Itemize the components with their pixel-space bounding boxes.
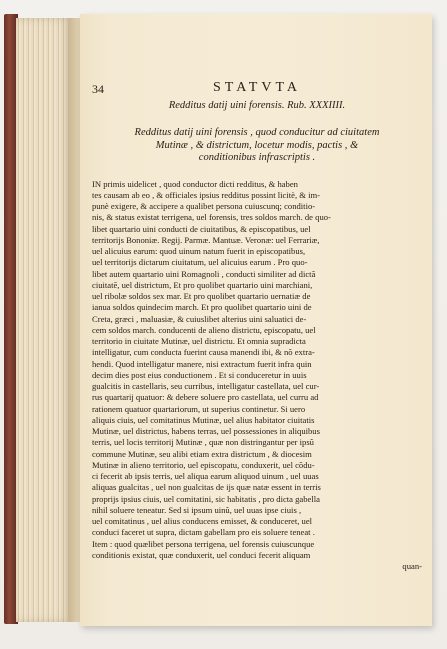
text-line: uel comitatinus , uel alius conducens emisset, & conduceret, uel: [92, 516, 313, 526]
text-line: IN primis uidelicet , quod conductor dicti redditus, & haben: [92, 178, 298, 189]
text-line: conduci faceret ut supra, dictam gabellam pro eis soluere teneat .: [92, 527, 315, 538]
text-line: ciuitatē, uel districtum, Et pro quolibet quartario uini marchiani,: [92, 279, 313, 290]
page-number: 34: [92, 82, 104, 96]
page-header: [92, 80, 422, 98]
text-line: intelligatur, cum conducta fuerint causa manendi ibi, & nõ extra-: [92, 347, 315, 358]
page-edges: [16, 18, 72, 622]
text-line: territorijs Bononiæ. Regij. Parmæ. Mantuæ. Veronæ: uel Ferrariæ,: [92, 234, 320, 245]
rubric-title: Redditus datij uini forensis. Rub. XXXIIII.: [168, 100, 346, 111]
text-line: cem soldos march. conducenti de alieno districtu, episcopatu, uel: [92, 324, 316, 335]
text-line: uel territorijs dictarum ciuitatum, uel alicuius earum . Pro quo-: [92, 257, 308, 268]
text-line: terris, uel locis territorij Mutinæ , quæ non distringantur per ipsũ: [92, 437, 314, 448]
text-line: punè exigere, & accipere a qualibet persona cuiuscunq; conditio-: [92, 201, 316, 211]
text-line: nis, & status existat terrigena, uel forensis, tres soldos march. de quo-: [92, 212, 331, 223]
page-content: [92, 80, 422, 572]
text-line: commune Mutinæ, seu alibi etiam extra districtum , & diocesim: [92, 448, 312, 459]
text-line: uel alicuius earum: quod uinum natum fuerit in episcopatibus,: [92, 246, 306, 256]
text-line: decim dies post eius conductionem . Et si conduceretur in uuis: [92, 369, 307, 380]
catchword: quan-: [402, 561, 422, 571]
text-line: conditionis existat, quæ conduxerit, uel conduci fecerit aliquam: [92, 549, 311, 560]
text-line: nihil soluere teneatur. Sed si ipsum uinũ, uel uuas ipse ciuis ,: [92, 504, 302, 515]
body-text: [92, 179, 422, 573]
text-line: gualcitis in castellaris, seu curribus, intelligatur castellata, uel cur-: [92, 381, 320, 391]
heading-line: Redditus datij uini forensis , quod conducitur ad ciuitatem: [134, 127, 380, 138]
text-line: territorio in ciuitate Mutinæ, uel districtu. Et omnia supradicta: [92, 336, 306, 346]
text-line: uel ribolæ soldos sex mar. Et pro quolibet quartario uernatiæ de: [92, 291, 311, 301]
running-title: STATVTA: [213, 80, 301, 95]
heading-line: conditionibus infrascriptis .: [198, 152, 316, 163]
text-line: Item : quod quælibet persona terrigena, uel forensis cuiuscunque: [92, 538, 315, 549]
text-line: Mutinæ in alieno territorio, uel episcopatu, conduxerit, uel cõdu-: [92, 459, 315, 470]
text-line: hendi. Quod intelligatur manere, nisi extractum fuerit infra quin: [92, 358, 312, 369]
text-line: rus quartarij quatuor: & debere soluere pro castellata, uel curru ad: [92, 392, 319, 403]
text-line: Mutinæ, uel districtus, habens terras, uel possessiones in aliquibus: [92, 426, 320, 436]
text-line: libet quartario uini conducti de ciuitatibus, & episcopatibus, uel: [92, 223, 311, 234]
text-line: ci fecerit ab ipsis terris, uel aliqua earum aliquod uinum , uel uuas: [92, 471, 319, 481]
heading-line: Mutinæ , & districtum, locetur modis, pactis , &: [155, 139, 359, 151]
text-line: rationem quatuor quartariorum, ut superius continetur. Si uero: [92, 403, 306, 414]
text-line: ianua soldos quindecim march. Et pro quolibet quartario uini de: [92, 302, 312, 313]
text-line: proprijs ipsius ciuis, uel comitatini, sic habitatis , pro dicta gabella: [92, 493, 320, 504]
text-line: tes causam ab eo , & officiales ipsius redditus possint licitè, & im-: [92, 189, 321, 200]
text-line: libet autem quartario uini Romagnoli , conducti similiter ad dictã: [92, 268, 316, 279]
text-line: Creta, græci , maluasiæ, & cuiuslibet alterius uini saluatici de-: [92, 313, 307, 324]
section-heading: [92, 127, 422, 165]
text-line: aliquis ciuis, uel comitatinus Mutinæ, uel alius habitator ciuitatis: [92, 414, 315, 425]
text-line: aliquas gualcitas , uel non gualcitas de ijs quæ natæ essent in terris: [92, 482, 321, 493]
